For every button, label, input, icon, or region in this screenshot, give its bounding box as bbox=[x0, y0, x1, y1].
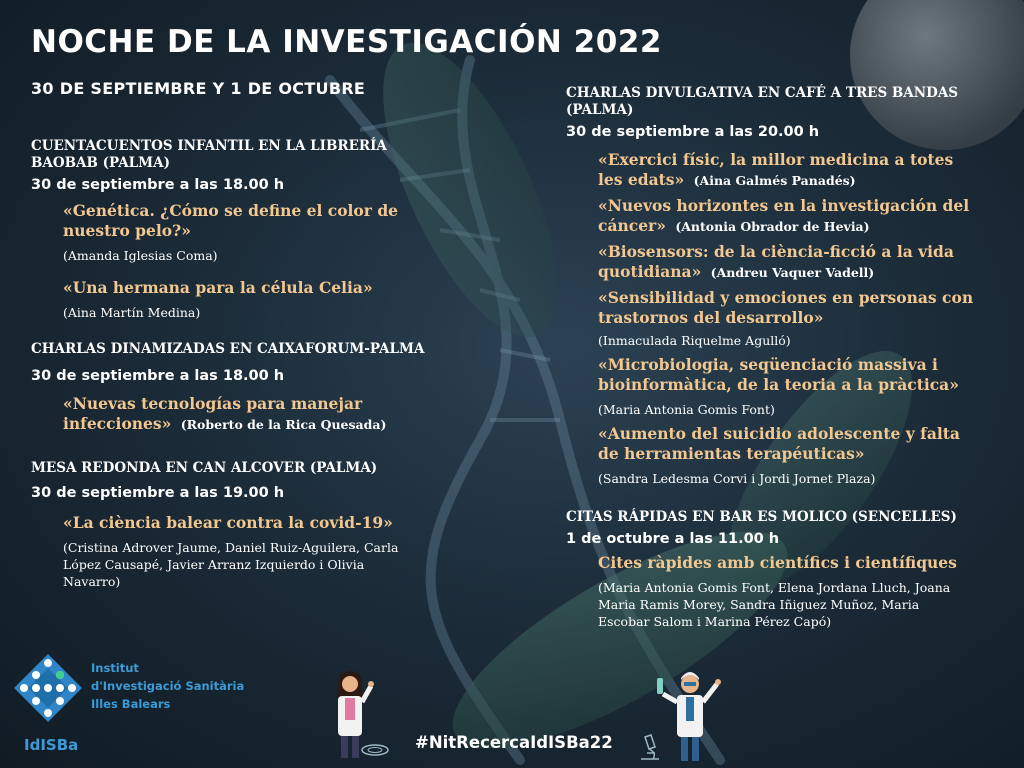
section-heading: CHARLAS DINAMIZADAS EN CAIXAFORUM-PALMA bbox=[31, 341, 425, 357]
talk-speaker: (Aina Galmés Panadés) bbox=[693, 173, 856, 188]
left-column bbox=[31, 138, 451, 590]
talk-title: «Una hermana para la célula Celia» bbox=[63, 278, 373, 297]
talk-speaker: (Andreu Vaquer Vadell) bbox=[710, 265, 875, 280]
section-heading: CITAS RÁPIDAS EN BAR ES MOLICO (SENCELLES) bbox=[566, 509, 957, 525]
talk-title: «Aumento del suicidio adolescente y falta de herramientas terapéuticas» bbox=[598, 424, 960, 463]
talk-speaker: (Roberto de la Rica Quesada) bbox=[180, 417, 387, 432]
section-date: 30 de septiembre a las 18.00 h bbox=[31, 368, 285, 384]
talk-title-text: «Nuevas tecnologías para manejar infecciones» bbox=[63, 394, 363, 433]
talk-title bbox=[63, 394, 393, 434]
talk-item bbox=[598, 242, 986, 282]
section-heading: CHARLAS DIVULGATIVA EN CAFÉ A TRES BANDAS (PALMA) bbox=[566, 85, 959, 118]
hashtag: #NitRecercaIdISBa22 bbox=[415, 733, 613, 752]
section-cafe-tres-bandas bbox=[566, 85, 986, 487]
talk-item bbox=[598, 355, 986, 418]
bacteria-icon bbox=[360, 742, 390, 758]
event-dates: 30 DE SEPTIEMBRE Y 1 DE OCTUBRE bbox=[31, 79, 366, 98]
talk-item bbox=[598, 424, 986, 487]
talk-speaker: (Maria Antonia Gomis Font) bbox=[598, 402, 775, 417]
talk-speaker: (Antonia Obrador de Hevia) bbox=[675, 219, 870, 234]
talk-title: Cites ràpides amb científics i científiques bbox=[598, 553, 957, 572]
logo-line: Institut bbox=[91, 661, 139, 675]
section-caixaforum bbox=[31, 341, 451, 434]
talk-speaker: (Aina Martín Medina) bbox=[63, 305, 201, 320]
idisba-logo bbox=[8, 648, 88, 728]
section-date: 30 de septiembre a las 19.00 h bbox=[31, 485, 285, 501]
talk-item bbox=[63, 278, 451, 321]
talk-item bbox=[63, 513, 451, 590]
talk-title: «La ciència balear contra la covid-19» bbox=[63, 513, 393, 532]
section-heading: CUENTACUENTOS INFANTIL EN LA LIBRERÍA BAOBAB (PALMA) bbox=[31, 138, 387, 171]
section-cuentacuentos bbox=[31, 138, 451, 321]
logo-line: Illes Balears bbox=[91, 697, 171, 711]
talk-speaker: (Sandra Ledesma Corvi i Jordi Jornet Plaza) bbox=[598, 471, 876, 486]
scientist-man-icon bbox=[655, 670, 725, 765]
talk-item bbox=[598, 553, 986, 630]
talk-speaker: (Maria Antonia Gomis Font, Elena Jordana Lluch, Joana Maria Ramis Morey, Sandra Iñiguez Muñoz, Maria Escobar Salom i Marina Pérez Capó) bbox=[598, 580, 951, 629]
talk-item bbox=[63, 201, 451, 264]
microscope-icon bbox=[637, 733, 663, 763]
talk-item bbox=[63, 394, 451, 434]
section-heading: MESA REDONDA EN CAN ALCOVER (PALMA) bbox=[31, 460, 378, 476]
talk-title bbox=[598, 242, 973, 282]
talk-title: «Sensibilidad y emociones en personas con trastornos del desarrollo» bbox=[598, 288, 974, 327]
talk-speaker: (Amanda Iglesias Coma) bbox=[63, 248, 218, 263]
talk-title-text: «Exercici físic, la millor medicina a totes les edats» bbox=[598, 150, 954, 189]
talk-title-text: «Biosensors: de la ciència-ficció a la vida quotidiana» bbox=[598, 242, 954, 281]
section-date: 30 de septiembre a las 18.00 h bbox=[31, 177, 285, 193]
talk-title-text: «Nuevos horizontes en la investigación del cáncer» bbox=[598, 196, 970, 235]
page-title: NOCHE DE LA INVESTIGACIÓN 2022 bbox=[31, 24, 662, 60]
talk-speaker: (Inmaculada Riquelme Agulló) bbox=[598, 333, 791, 348]
section-citas-rapidas bbox=[566, 509, 986, 630]
section-date: 1 de octubre a las 11.00 h bbox=[566, 531, 780, 547]
talk-title: «Genética. ¿Cómo se define el color de nuestro pelo?» bbox=[63, 201, 399, 240]
talk-title: «Microbiologia, seqüenciació massiva i bioinformàtica, de la teoria a la pràctica» bbox=[598, 355, 959, 394]
talk-item bbox=[598, 196, 986, 236]
logo-line: d'Investigació Sanitària bbox=[91, 679, 245, 693]
talk-item bbox=[598, 288, 986, 349]
right-column bbox=[566, 85, 986, 630]
logo-abbreviation: IdISBa bbox=[24, 736, 79, 754]
talk-item bbox=[598, 150, 986, 190]
section-date: 30 de septiembre a las 20.00 h bbox=[566, 124, 820, 140]
section-mesa-redonda bbox=[31, 460, 451, 590]
talk-speaker: (Cristina Adrover Jaume, Daniel Ruiz-Aguilera, Carla López Causapé, Javier Arranz Izquierdo i Olivia Navarro) bbox=[63, 540, 399, 589]
talk-title bbox=[598, 196, 973, 236]
logo-text bbox=[91, 659, 244, 713]
talk-title bbox=[598, 150, 968, 190]
